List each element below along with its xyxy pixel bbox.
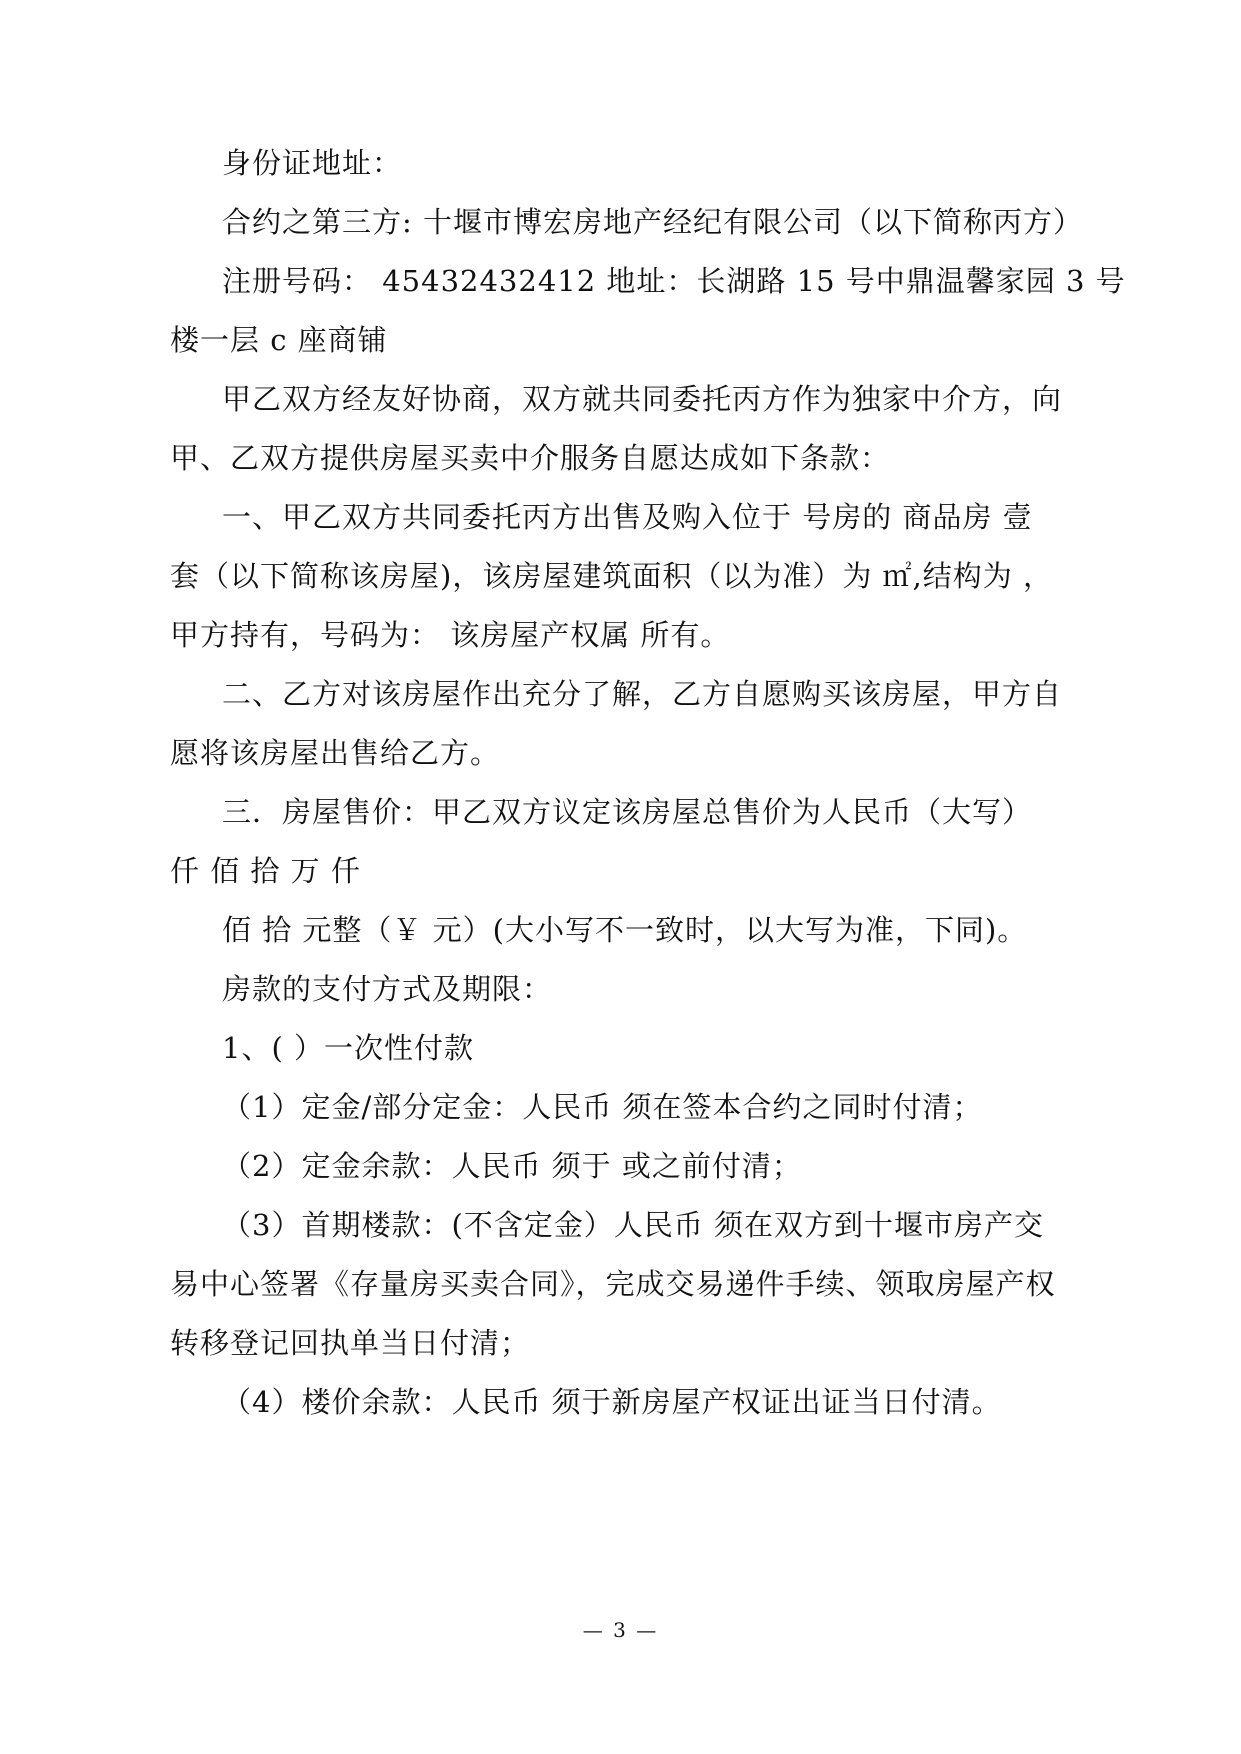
lump-sum-payment-line: 1、( ）一次性付款	[222, 1031, 474, 1065]
clause-2-line: 二、乙方对该房屋作出充分了解，乙方自愿购买该房屋，甲方自	[222, 677, 1063, 711]
payment-method-heading: 房款的支付方式及期限：	[222, 972, 553, 1006]
page-number: — 3 —	[582, 1618, 659, 1642]
registration-line: 注册号码： 45432432412 地址：长湖路 15 号中鼎温馨家园 3 号	[222, 264, 1126, 298]
registration-line-cont: 楼一层 c 座商铺	[170, 323, 388, 357]
payment-item-3: （3）首期楼款：(不含定金）人民币 须在双方到十堰市房产交	[222, 1208, 1044, 1242]
clause-2-line-cont: 愿将该房屋出售给乙方。	[170, 736, 501, 770]
id-address-line: 身份证地址：	[222, 146, 403, 180]
payment-item-3-cont-2: 转移登记回执单当日付清；	[170, 1326, 531, 1360]
payment-item-4: （4）楼价余款：人民币 须于新房屋产权证出证当日付清。	[222, 1385, 1002, 1419]
payment-item-2: （2）定金余款：人民币 须于 或之前付清；	[222, 1149, 802, 1183]
clause-3-line: 三．房屋售价：甲乙双方议定该房屋总售价为人民币（大写）	[222, 795, 1033, 829]
agreement-intro-line-cont: 甲、乙双方提供房屋买卖中介服务自愿达成如下条款：	[170, 441, 891, 475]
clause-1-line-2: 套（以下简称该房屋)，该房屋建筑面积（以为准）为 ㎡,结构为 ，	[170, 559, 1053, 593]
clause-3-amount-line-2: 佰 拾 元整（￥ 元）(大小写不一致时，以大写为准，下同)。	[222, 913, 1028, 947]
clause-3-amount-line: 仟 佰 拾 万 仟	[170, 854, 361, 888]
agreement-intro-line: 甲乙双方经友好协商，双方就共同委托丙方作为独家中介方，向	[222, 382, 1063, 416]
clause-1-line: 一、甲乙双方共同委托丙方出售及购入位于 号房的 商品房 壹	[222, 500, 1033, 534]
third-party-line: 合约之第三方: 十堰市博宏房地产经纪有限公司（以下简称丙方）	[222, 205, 1083, 239]
payment-item-1: （1）定金/部分定金：人民币 须在签本合约之同时付清；	[222, 1090, 983, 1124]
payment-item-3-cont: 易中心签署《存量房买卖合同》，完成交易递件手续、领取房屋产权	[170, 1267, 1056, 1301]
clause-1-line-3: 甲方持有，号码为： 该房屋产权属 所有。	[170, 618, 731, 652]
